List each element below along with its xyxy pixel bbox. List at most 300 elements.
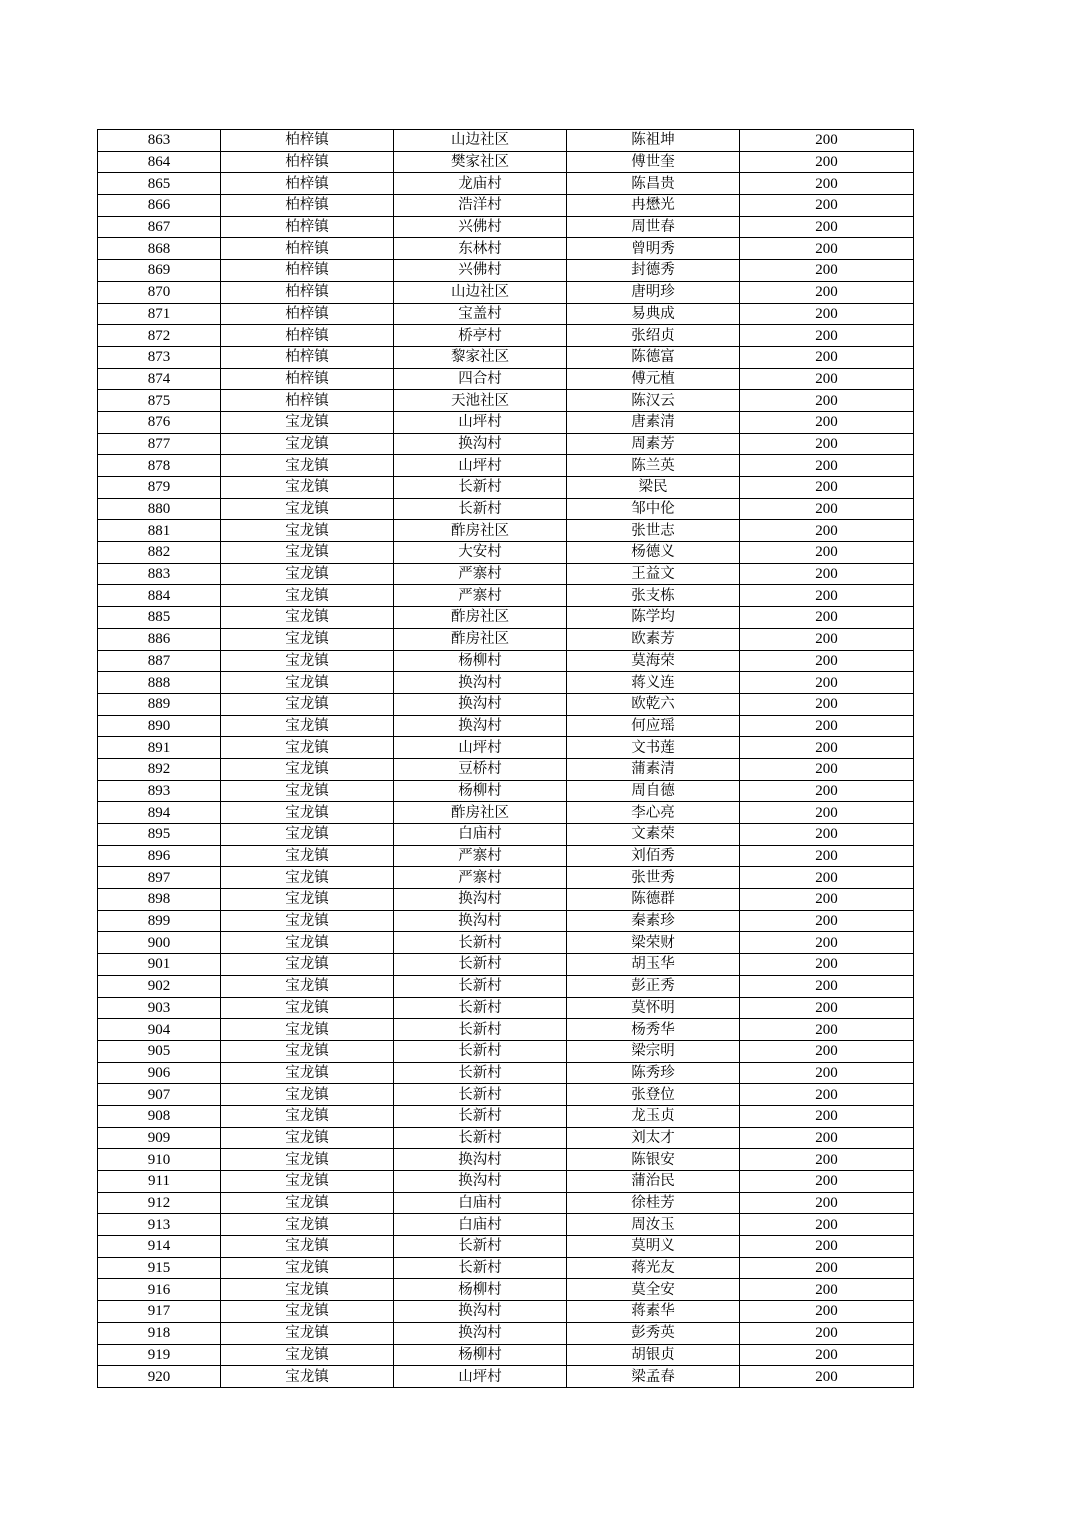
row-number-cell: 914 [98, 1236, 221, 1258]
row-number-cell: 876 [98, 411, 221, 433]
village-cell: 山坪村 [394, 737, 567, 759]
amount-cell: 200 [740, 325, 914, 347]
town-cell: 柏梓镇 [221, 238, 394, 260]
amount-cell: 200 [740, 346, 914, 368]
name-cell: 王益文 [567, 563, 740, 585]
amount-cell: 200 [740, 975, 914, 997]
village-cell: 严寨村 [394, 845, 567, 867]
village-cell: 长新村 [394, 1105, 567, 1127]
village-cell: 换沟村 [394, 1301, 567, 1323]
village-cell: 酢房社区 [394, 628, 567, 650]
row-number-cell: 888 [98, 672, 221, 694]
name-cell: 蒲治民 [567, 1171, 740, 1193]
town-cell: 柏梓镇 [221, 390, 394, 412]
amount-cell: 200 [740, 1214, 914, 1236]
town-cell: 宝龙镇 [221, 520, 394, 542]
town-cell: 宝龙镇 [221, 1366, 394, 1388]
village-cell: 山坪村 [394, 455, 567, 477]
town-cell: 宝龙镇 [221, 954, 394, 976]
village-cell: 严寨村 [394, 563, 567, 585]
amount-cell: 200 [740, 1236, 914, 1258]
amount-cell: 200 [740, 715, 914, 737]
village-cell: 兴佛村 [394, 216, 567, 238]
table-row [98, 455, 914, 477]
name-cell: 周自德 [567, 780, 740, 802]
town-cell: 宝龙镇 [221, 824, 394, 846]
amount-cell: 200 [740, 1366, 914, 1388]
village-cell: 宝盖村 [394, 303, 567, 325]
row-number-cell: 883 [98, 563, 221, 585]
town-cell: 宝龙镇 [221, 563, 394, 585]
table-row [98, 1301, 914, 1323]
row-number-cell: 881 [98, 520, 221, 542]
table-row [98, 628, 914, 650]
name-cell: 傅元植 [567, 368, 740, 390]
village-cell: 长新村 [394, 477, 567, 499]
name-cell: 彭正秀 [567, 975, 740, 997]
town-cell: 宝龙镇 [221, 1301, 394, 1323]
table-row [98, 411, 914, 433]
row-number-cell: 909 [98, 1127, 221, 1149]
name-cell: 曾明秀 [567, 238, 740, 260]
name-cell: 唐明珍 [567, 281, 740, 303]
village-cell: 换沟村 [394, 715, 567, 737]
name-cell: 胡玉华 [567, 954, 740, 976]
village-cell: 长新村 [394, 1127, 567, 1149]
town-cell: 宝龙镇 [221, 1279, 394, 1301]
amount-cell: 200 [740, 1322, 914, 1344]
amount-cell: 200 [740, 1344, 914, 1366]
amount-cell: 200 [740, 845, 914, 867]
table-row [98, 585, 914, 607]
table-row [98, 910, 914, 932]
amount-cell: 200 [740, 433, 914, 455]
name-cell: 陈兰英 [567, 455, 740, 477]
village-cell: 换沟村 [394, 910, 567, 932]
table-row [98, 173, 914, 195]
village-cell: 长新村 [394, 1062, 567, 1084]
village-cell: 山边社区 [394, 281, 567, 303]
village-cell: 杨柳村 [394, 650, 567, 672]
table-row [98, 346, 914, 368]
row-number-cell: 877 [98, 433, 221, 455]
town-cell: 宝龙镇 [221, 1322, 394, 1344]
amount-cell: 200 [740, 1149, 914, 1171]
name-cell: 文书莲 [567, 737, 740, 759]
table-row [98, 130, 914, 152]
table-row [98, 238, 914, 260]
name-cell: 陈秀珍 [567, 1062, 740, 1084]
name-cell: 刘太才 [567, 1127, 740, 1149]
village-cell: 长新村 [394, 1040, 567, 1062]
table-row [98, 303, 914, 325]
amount-cell: 200 [740, 1105, 914, 1127]
amount-cell: 200 [740, 542, 914, 564]
village-cell: 浩洋村 [394, 195, 567, 217]
row-number-cell: 899 [98, 910, 221, 932]
row-number-cell: 915 [98, 1257, 221, 1279]
town-cell: 宝龙镇 [221, 498, 394, 520]
town-cell: 柏梓镇 [221, 151, 394, 173]
amount-cell: 200 [740, 498, 914, 520]
town-cell: 宝龙镇 [221, 455, 394, 477]
town-cell: 宝龙镇 [221, 1214, 394, 1236]
row-number-cell: 869 [98, 260, 221, 282]
village-cell: 严寨村 [394, 585, 567, 607]
table-row [98, 1084, 914, 1106]
village-cell: 长新村 [394, 1257, 567, 1279]
row-number-cell: 901 [98, 954, 221, 976]
name-cell: 周汝玉 [567, 1214, 740, 1236]
name-cell: 梁民 [567, 477, 740, 499]
table-row [98, 607, 914, 629]
amount-cell: 200 [740, 1062, 914, 1084]
amount-cell: 200 [740, 1127, 914, 1149]
amount-cell: 200 [740, 1040, 914, 1062]
village-cell: 长新村 [394, 997, 567, 1019]
row-number-cell: 879 [98, 477, 221, 499]
name-cell: 陈银安 [567, 1149, 740, 1171]
village-cell: 杨柳村 [394, 780, 567, 802]
table-row [98, 845, 914, 867]
amount-cell: 200 [740, 130, 914, 152]
amount-cell: 200 [740, 563, 914, 585]
name-cell: 蒋光友 [567, 1257, 740, 1279]
town-cell: 宝龙镇 [221, 542, 394, 564]
table-row [98, 1344, 914, 1366]
village-cell: 白庙村 [394, 1214, 567, 1236]
name-cell: 欧素芳 [567, 628, 740, 650]
amount-cell: 200 [740, 411, 914, 433]
data-table [97, 129, 914, 1388]
table-row [98, 542, 914, 564]
amount-cell: 200 [740, 737, 914, 759]
amount-cell: 200 [740, 281, 914, 303]
name-cell: 杨德义 [567, 542, 740, 564]
name-cell: 莫明义 [567, 1236, 740, 1258]
row-number-cell: 920 [98, 1366, 221, 1388]
town-cell: 宝龙镇 [221, 1171, 394, 1193]
town-cell: 柏梓镇 [221, 303, 394, 325]
amount-cell: 200 [740, 1192, 914, 1214]
amount-cell: 200 [740, 1257, 914, 1279]
town-cell: 宝龙镇 [221, 1257, 394, 1279]
table-row [98, 997, 914, 1019]
table-row [98, 1214, 914, 1236]
name-cell: 梁孟春 [567, 1366, 740, 1388]
town-cell: 宝龙镇 [221, 910, 394, 932]
name-cell: 龙玉贞 [567, 1105, 740, 1127]
table-row [98, 650, 914, 672]
table-row [98, 932, 914, 954]
town-cell: 宝龙镇 [221, 1062, 394, 1084]
village-cell: 黎家社区 [394, 346, 567, 368]
village-cell: 长新村 [394, 1084, 567, 1106]
row-number-cell: 892 [98, 758, 221, 780]
table-row [98, 325, 914, 347]
row-number-cell: 897 [98, 867, 221, 889]
amount-cell: 200 [740, 455, 914, 477]
table-row [98, 260, 914, 282]
village-cell: 东林村 [394, 238, 567, 260]
village-cell: 酢房社区 [394, 607, 567, 629]
name-cell: 李心亮 [567, 802, 740, 824]
name-cell: 唐素清 [567, 411, 740, 433]
amount-cell: 200 [740, 1171, 914, 1193]
row-number-cell: 916 [98, 1279, 221, 1301]
amount-cell: 200 [740, 997, 914, 1019]
village-cell: 酢房社区 [394, 802, 567, 824]
table-row [98, 780, 914, 802]
town-cell: 柏梓镇 [221, 195, 394, 217]
amount-cell: 200 [740, 368, 914, 390]
town-cell: 柏梓镇 [221, 216, 394, 238]
village-cell: 酢房社区 [394, 520, 567, 542]
row-number-cell: 904 [98, 1019, 221, 1041]
name-cell: 蒲素清 [567, 758, 740, 780]
name-cell: 陈汉云 [567, 390, 740, 412]
table-row [98, 715, 914, 737]
town-cell: 宝龙镇 [221, 693, 394, 715]
table-row [98, 889, 914, 911]
row-number-cell: 893 [98, 780, 221, 802]
amount-cell: 200 [740, 607, 914, 629]
town-cell: 宝龙镇 [221, 867, 394, 889]
row-number-cell: 903 [98, 997, 221, 1019]
village-cell: 四合村 [394, 368, 567, 390]
row-number-cell: 864 [98, 151, 221, 173]
amount-cell: 200 [740, 1279, 914, 1301]
name-cell: 梁宗明 [567, 1040, 740, 1062]
name-cell: 邹中伦 [567, 498, 740, 520]
row-number-cell: 907 [98, 1084, 221, 1106]
town-cell: 宝龙镇 [221, 1192, 394, 1214]
row-number-cell: 913 [98, 1214, 221, 1236]
name-cell: 张支栋 [567, 585, 740, 607]
row-number-cell: 894 [98, 802, 221, 824]
row-number-cell: 918 [98, 1322, 221, 1344]
table-body [98, 130, 914, 1388]
table-row [98, 520, 914, 542]
table-row [98, 867, 914, 889]
row-number-cell: 912 [98, 1192, 221, 1214]
village-cell: 换沟村 [394, 672, 567, 694]
name-cell: 莫全安 [567, 1279, 740, 1301]
name-cell: 蒋义连 [567, 672, 740, 694]
row-number-cell: 872 [98, 325, 221, 347]
village-cell: 豆桥村 [394, 758, 567, 780]
row-number-cell: 878 [98, 455, 221, 477]
name-cell: 莫海荣 [567, 650, 740, 672]
row-number-cell: 917 [98, 1301, 221, 1323]
village-cell: 换沟村 [394, 693, 567, 715]
village-cell: 长新村 [394, 498, 567, 520]
row-number-cell: 871 [98, 303, 221, 325]
name-cell: 欧乾六 [567, 693, 740, 715]
village-cell: 白庙村 [394, 1192, 567, 1214]
row-number-cell: 896 [98, 845, 221, 867]
town-cell: 宝龙镇 [221, 997, 394, 1019]
row-number-cell: 906 [98, 1062, 221, 1084]
row-number-cell: 882 [98, 542, 221, 564]
table-row [98, 1322, 914, 1344]
row-number-cell: 898 [98, 889, 221, 911]
name-cell: 莫怀明 [567, 997, 740, 1019]
village-cell: 长新村 [394, 1236, 567, 1258]
name-cell: 易典成 [567, 303, 740, 325]
amount-cell: 200 [740, 672, 914, 694]
amount-cell: 200 [740, 650, 914, 672]
table-row [98, 390, 914, 412]
row-number-cell: 885 [98, 607, 221, 629]
name-cell: 蒋素华 [567, 1301, 740, 1323]
village-cell: 换沟村 [394, 433, 567, 455]
village-cell: 龙庙村 [394, 173, 567, 195]
village-cell: 杨柳村 [394, 1344, 567, 1366]
row-number-cell: 887 [98, 650, 221, 672]
town-cell: 宝龙镇 [221, 433, 394, 455]
village-cell: 山边社区 [394, 130, 567, 152]
name-cell: 文素荣 [567, 824, 740, 846]
name-cell: 张登位 [567, 1084, 740, 1106]
amount-cell: 200 [740, 151, 914, 173]
amount-cell: 200 [740, 628, 914, 650]
name-cell: 张绍贞 [567, 325, 740, 347]
row-number-cell: 867 [98, 216, 221, 238]
table-row [98, 1257, 914, 1279]
town-cell: 宝龙镇 [221, 411, 394, 433]
town-cell: 宝龙镇 [221, 1127, 394, 1149]
amount-cell: 200 [740, 238, 914, 260]
table-row [98, 563, 914, 585]
row-number-cell: 905 [98, 1040, 221, 1062]
amount-cell: 200 [740, 173, 914, 195]
town-cell: 柏梓镇 [221, 325, 394, 347]
village-cell: 桥亭村 [394, 325, 567, 347]
name-cell: 刘佰秀 [567, 845, 740, 867]
amount-cell: 200 [740, 303, 914, 325]
row-number-cell: 865 [98, 173, 221, 195]
row-number-cell: 886 [98, 628, 221, 650]
amount-cell: 200 [740, 390, 914, 412]
name-cell: 冉懋光 [567, 195, 740, 217]
amount-cell: 200 [740, 585, 914, 607]
town-cell: 宝龙镇 [221, 650, 394, 672]
village-cell: 兴佛村 [394, 260, 567, 282]
name-cell: 徐桂芳 [567, 1192, 740, 1214]
town-cell: 宝龙镇 [221, 1019, 394, 1041]
town-cell: 宝龙镇 [221, 628, 394, 650]
amount-cell: 200 [740, 1019, 914, 1041]
name-cell: 陈昌贵 [567, 173, 740, 195]
table-row [98, 802, 914, 824]
name-cell: 陈祖坤 [567, 130, 740, 152]
amount-cell: 200 [740, 260, 914, 282]
name-cell: 何应瑶 [567, 715, 740, 737]
table-row [98, 1279, 914, 1301]
row-number-cell: 911 [98, 1171, 221, 1193]
table-row [98, 672, 914, 694]
town-cell: 宝龙镇 [221, 1149, 394, 1171]
table-row [98, 195, 914, 217]
row-number-cell: 890 [98, 715, 221, 737]
name-cell: 陈德富 [567, 346, 740, 368]
row-number-cell: 908 [98, 1105, 221, 1127]
row-number-cell: 919 [98, 1344, 221, 1366]
amount-cell: 200 [740, 758, 914, 780]
name-cell: 梁荣财 [567, 932, 740, 954]
row-number-cell: 900 [98, 932, 221, 954]
town-cell: 柏梓镇 [221, 281, 394, 303]
row-number-cell: 895 [98, 824, 221, 846]
row-number-cell: 880 [98, 498, 221, 520]
amount-cell: 200 [740, 910, 914, 932]
village-cell: 换沟村 [394, 889, 567, 911]
amount-cell: 200 [740, 1301, 914, 1323]
amount-cell: 200 [740, 824, 914, 846]
name-cell: 傅世奎 [567, 151, 740, 173]
name-cell: 杨秀华 [567, 1019, 740, 1041]
town-cell: 宝龙镇 [221, 802, 394, 824]
table-row [98, 368, 914, 390]
town-cell: 宝龙镇 [221, 932, 394, 954]
amount-cell: 200 [740, 195, 914, 217]
amount-cell: 200 [740, 520, 914, 542]
table-row [98, 693, 914, 715]
table-row [98, 1171, 914, 1193]
amount-cell: 200 [740, 802, 914, 824]
town-cell: 柏梓镇 [221, 260, 394, 282]
village-cell: 严寨村 [394, 867, 567, 889]
town-cell: 柏梓镇 [221, 346, 394, 368]
table-row [98, 975, 914, 997]
amount-cell: 200 [740, 889, 914, 911]
town-cell: 宝龙镇 [221, 1344, 394, 1366]
table-row [98, 1236, 914, 1258]
table-row [98, 1062, 914, 1084]
table-row [98, 1127, 914, 1149]
amount-cell: 200 [740, 954, 914, 976]
table-row [98, 1149, 914, 1171]
row-number-cell: 875 [98, 390, 221, 412]
town-cell: 柏梓镇 [221, 173, 394, 195]
town-cell: 宝龙镇 [221, 758, 394, 780]
table-row [98, 1192, 914, 1214]
table-row [98, 281, 914, 303]
row-number-cell: 891 [98, 737, 221, 759]
town-cell: 宝龙镇 [221, 975, 394, 997]
village-cell: 樊家社区 [394, 151, 567, 173]
town-cell: 柏梓镇 [221, 130, 394, 152]
row-number-cell: 889 [98, 693, 221, 715]
village-cell: 换沟村 [394, 1149, 567, 1171]
row-number-cell: 873 [98, 346, 221, 368]
village-cell: 山坪村 [394, 411, 567, 433]
table-row [98, 1366, 914, 1388]
table-row [98, 1040, 914, 1062]
village-cell: 白庙村 [394, 824, 567, 846]
row-number-cell: 884 [98, 585, 221, 607]
amount-cell: 200 [740, 477, 914, 499]
town-cell: 宝龙镇 [221, 607, 394, 629]
amount-cell: 200 [740, 867, 914, 889]
town-cell: 宝龙镇 [221, 1084, 394, 1106]
amount-cell: 200 [740, 932, 914, 954]
name-cell: 周世春 [567, 216, 740, 238]
row-number-cell: 874 [98, 368, 221, 390]
table-row [98, 824, 914, 846]
town-cell: 柏梓镇 [221, 368, 394, 390]
